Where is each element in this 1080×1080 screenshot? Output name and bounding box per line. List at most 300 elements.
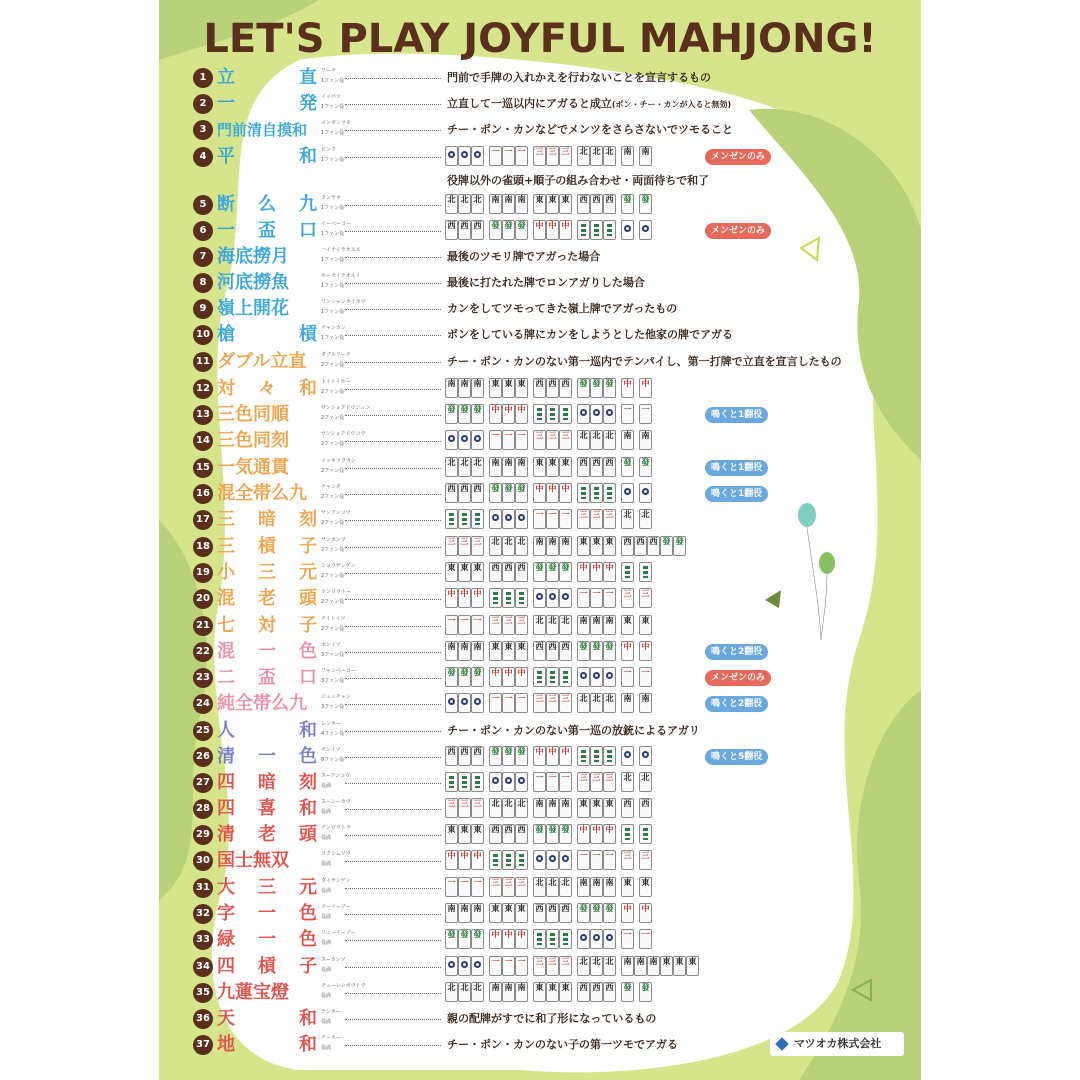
mahjong-tile-icon: 發 [533, 562, 546, 582]
dotted-leader [345, 599, 441, 600]
mahjong-tile-icon: 三 [445, 536, 458, 556]
mahjong-tile-icon: 西 [639, 798, 652, 818]
tile-hand [445, 483, 652, 505]
yaku-reading [321, 352, 441, 372]
mahjong-tile-icon [621, 746, 634, 766]
yaku-han: 役満 [321, 861, 332, 867]
mahjong-tile-icon: 西 [577, 457, 590, 477]
tile-hand [445, 772, 652, 794]
mahjong-tile-icon: 發 [515, 746, 528, 766]
yaku-description: チー・ポン・カンのない子の第一ツモでアガる [447, 1038, 678, 1051]
yaku-name: 立 直 [217, 67, 317, 88]
dotted-leader [345, 678, 441, 679]
mahjong-tile-icon: 東 [639, 615, 652, 635]
mahjong-tile-icon [458, 146, 471, 166]
mahjong-tile-icon: 發 [603, 641, 616, 661]
mahjong-tile-icon: 一 [458, 615, 471, 635]
yaku-row-19 [193, 561, 913, 585]
yaku-row-16 [193, 482, 913, 506]
yaku-row-27 [193, 771, 913, 795]
mahjong-tile-icon [559, 929, 572, 949]
mahjong-tile-icon: 西 [647, 536, 660, 556]
yaku-han: 1ファン役 [321, 205, 345, 211]
mahjong-tile-icon: 發 [639, 194, 652, 214]
yaku-number: 28 [193, 799, 213, 819]
yaku-han: 2ファン役 [321, 389, 345, 395]
yaku-kana: ジュンチャン [321, 694, 351, 700]
mahjong-tile-icon: 一 [603, 588, 616, 608]
yaku-kana: サンカンツ [321, 537, 346, 543]
yaku-reading [321, 273, 441, 293]
yaku-number: 24 [193, 694, 213, 714]
mahjong-tile-icon: 三 [533, 146, 546, 166]
mahjong-tile-icon: 南 [577, 615, 590, 635]
tile-hand [445, 194, 652, 216]
mahjong-tile-icon: 三 [559, 146, 572, 166]
mahjong-tile-icon: 東 [458, 562, 471, 582]
yaku-kana: ハイテイラオユエ [321, 247, 361, 253]
mahjong-tile-icon: 西 [458, 746, 471, 766]
yaku-number: 37 [193, 1035, 213, 1055]
dotted-leader [345, 257, 441, 258]
mahjong-tile-icon: 南 [621, 430, 634, 450]
yaku-reading [321, 195, 441, 215]
mahjong-tile-icon: 三 [621, 588, 634, 608]
yaku-kana: トイトイホー [321, 379, 351, 385]
mahjong-tile-icon: 南 [639, 430, 652, 450]
mahjong-tile-icon: 三 [458, 536, 471, 556]
mahjong-tile-icon: 南 [471, 378, 484, 398]
mahjong-tile-icon: 西 [559, 641, 572, 661]
yaku-description: カンをしてツモってきた嶺上牌でアガったもの [447, 302, 678, 315]
yaku-reading [321, 379, 441, 399]
mahjong-tile-icon: 一 [546, 509, 559, 529]
mahjong-tile-icon: 發 [533, 824, 546, 844]
yaku-name: 地 和 [217, 1034, 317, 1055]
mahjong-tile-icon [621, 220, 634, 240]
yaku-reading [321, 747, 441, 767]
yaku-name: 断 么 九 [217, 194, 317, 215]
yaku-han: 役満 [321, 940, 332, 946]
mahjong-tile-icon [603, 483, 616, 503]
dotted-leader [345, 731, 441, 732]
yaku-number: 3 [193, 120, 213, 140]
mahjong-tile-icon [533, 929, 546, 949]
mahjong-tile-icon: 發 [546, 824, 559, 844]
mahjong-tile-icon: 三 [639, 588, 652, 608]
mahjong-tile-icon: 三 [533, 430, 546, 450]
mahjong-tile-icon: 中 [458, 850, 471, 870]
mahjong-tile-icon [445, 956, 458, 976]
mahjong-tile-icon [489, 588, 502, 608]
yaku-reading [321, 431, 441, 451]
yaku-badge: 鳴くと1翻役 [705, 486, 768, 502]
yaku-name: ダブル立直 [217, 351, 307, 372]
yaku-badge: メンゼンのみ [705, 149, 771, 165]
mahjong-tile-icon [458, 430, 471, 450]
logo-mark-icon [775, 1037, 789, 1051]
tile-hand [445, 615, 652, 637]
yaku-name: 人 和 [217, 720, 317, 741]
mahjong-tile-icon: 南 [489, 194, 502, 214]
mahjong-tile-icon: 中 [546, 483, 559, 503]
mahjong-tile-icon: 三 [639, 850, 652, 870]
yaku-name: 混 一 色 [217, 641, 317, 662]
yaku-han: 役満 [321, 1019, 332, 1025]
yaku-reading [321, 299, 441, 319]
yaku-row-31 [193, 876, 913, 900]
mahjong-tile-icon: 三 [546, 430, 559, 450]
mahjong-tile-icon: 西 [489, 562, 502, 582]
yaku-han: 2ファン役 [321, 468, 345, 474]
mahjong-tile-icon: 南 [590, 615, 603, 635]
yaku-name: 小 三 元 [217, 562, 317, 583]
mahjong-tile-icon: 三 [489, 615, 502, 635]
yaku-han: 2ファン役 [321, 441, 345, 447]
mahjong-tile-icon: 東 [546, 982, 559, 1002]
mahjong-tile-icon: 南 [502, 982, 515, 1002]
yaku-description: ポンをしている牌にカンをしようとした他家の牌でアガる [447, 328, 733, 341]
mahjong-tile-icon: 南 [546, 798, 559, 818]
mahjong-tile-icon: 發 [458, 929, 471, 949]
yaku-kana: サンアンコウ [321, 510, 351, 516]
yaku-row-7 [193, 245, 913, 269]
mahjong-tile-icon: 發 [471, 404, 484, 424]
yaku-description: 最後のツモリ牌でアガった場合 [447, 250, 601, 263]
mahjong-tile-icon: 東 [660, 956, 673, 976]
yaku-reading [321, 325, 441, 345]
mahjong-tile-icon [471, 956, 484, 976]
yaku-han: 3ファン役 [321, 652, 345, 658]
dotted-leader [345, 415, 441, 416]
mahjong-tile-icon: 一 [559, 772, 572, 792]
mahjong-tile-icon [621, 483, 634, 503]
yaku-han: 役満 [321, 783, 332, 789]
mahjong-tile-icon: 中 [621, 903, 634, 923]
mahjong-tile-icon: 西 [577, 982, 590, 1002]
mahjong-tile-icon [590, 220, 603, 240]
mahjong-tile-icon: 東 [533, 194, 546, 214]
mahjong-tile-icon [502, 772, 515, 792]
yaku-reading [321, 68, 441, 88]
yaku-row-26 [193, 745, 913, 769]
yaku-badge: 鳴くと1翻役 [705, 407, 768, 423]
mahjong-tile-icon [590, 404, 603, 424]
yaku-reading [321, 589, 441, 609]
yaku-reading [321, 668, 441, 688]
mahjong-tile-icon: 中 [546, 220, 559, 240]
yaku-han: 3ファン役 [321, 678, 345, 684]
mahjong-tile-icon: 三 [546, 956, 559, 976]
dotted-leader [345, 940, 441, 941]
yaku-number: 30 [193, 851, 213, 871]
mahjong-tile-icon: 東 [489, 903, 502, 923]
mahjong-tile-icon [590, 667, 603, 687]
dotted-leader [345, 309, 441, 310]
mahjong-tile-icon: 一 [515, 956, 528, 976]
mahjong-tile-icon: 一 [502, 430, 515, 450]
mahjong-tile-icon [639, 562, 652, 582]
dotted-leader [345, 993, 441, 994]
mahjong-tile-icon: 東 [445, 824, 458, 844]
tile-hand [445, 956, 699, 978]
yaku-badge: メンゼンのみ [705, 223, 771, 239]
mahjong-tile-icon [515, 772, 528, 792]
mahjong-tile-icon: 三 [603, 772, 616, 792]
yaku-kana: サンショクドウジュン [321, 405, 371, 411]
yaku-number: 21 [193, 616, 213, 636]
dotted-leader [345, 520, 441, 521]
yaku-han: 役満 [321, 993, 332, 999]
dotted-leader [345, 967, 441, 968]
mahjong-tile-icon: 發 [621, 194, 634, 214]
yaku-kana: ショウサンゲン [321, 563, 356, 569]
mahjong-tile-icon: 西 [621, 798, 634, 818]
mahjong-tile-icon: 一 [489, 430, 502, 450]
dotted-leader [345, 783, 441, 784]
yaku-number: 33 [193, 930, 213, 950]
mahjong-tile-icon: 南 [533, 536, 546, 556]
mahjong-tile-icon: 北 [603, 693, 616, 713]
mahjong-tile-icon: 一 [577, 588, 590, 608]
yaku-reading [321, 851, 441, 871]
mahjong-tile-icon: 發 [445, 404, 458, 424]
mahjong-tile-icon [590, 929, 603, 949]
mahjong-tile-icon: 北 [621, 772, 634, 792]
dotted-leader [345, 547, 441, 548]
dotted-leader [345, 835, 441, 836]
yaku-name: 河底撈魚 [217, 272, 289, 293]
mahjong-tile-icon: 南 [445, 903, 458, 923]
yaku-number: 26 [193, 747, 213, 767]
yaku-number: 5 [193, 195, 213, 215]
yaku-number: 6 [193, 221, 213, 241]
mahjong-tile-icon: 西 [502, 562, 515, 582]
yaku-row-1 [193, 66, 913, 90]
mahjong-tile-icon: 中 [515, 929, 528, 949]
mahjong-tile-icon: 三 [533, 956, 546, 976]
mahjong-tile-icon: 南 [621, 146, 634, 166]
poster [159, 0, 921, 1080]
yaku-name: 四 暗 刻 [217, 772, 317, 793]
mahjong-tile-icon: 西 [546, 378, 559, 398]
yaku-kana: ダブルリーチ [321, 352, 351, 358]
yaku-name: 対 々 和 [217, 378, 317, 399]
mahjong-tile-icon [445, 693, 458, 713]
mahjong-tile-icon: 中 [603, 562, 616, 582]
mahjong-tile-icon: 南 [502, 194, 515, 214]
mahjong-tile-icon: 一 [458, 877, 471, 897]
yaku-name: 平 和 [217, 146, 317, 167]
mahjong-tile-icon: 南 [603, 877, 616, 897]
mahjong-tile-icon [458, 693, 471, 713]
mahjong-tile-icon: 東 [590, 798, 603, 818]
tile-hand [445, 536, 686, 558]
mahjong-tile-icon: 北 [458, 457, 471, 477]
yaku-reading [321, 642, 441, 662]
mahjong-tile-icon: 中 [502, 929, 515, 949]
yaku-reading [321, 510, 441, 530]
yaku-row-3 [193, 118, 913, 142]
dotted-leader [345, 468, 441, 469]
yaku-row-25 [193, 719, 913, 743]
yaku-kana: ピンフ [321, 147, 337, 153]
mahjong-tile-icon: 中 [577, 562, 590, 582]
dotted-leader [345, 389, 441, 390]
mahjong-tile-icon: 東 [577, 798, 590, 818]
mahjong-tile-icon [639, 824, 652, 844]
yaku-reading [321, 721, 441, 741]
mahjong-tile-icon: 發 [603, 378, 616, 398]
mahjong-tile-icon [489, 850, 502, 870]
yaku-name: 混 老 頭 [217, 588, 317, 609]
yaku-number: 16 [193, 484, 213, 504]
dotted-leader [345, 104, 441, 105]
mahjong-tile-icon [546, 929, 559, 949]
yaku-name: 清 一 色 [217, 746, 317, 767]
mahjong-tile-icon: 東 [639, 877, 652, 897]
mahjong-tile-icon: 東 [533, 982, 546, 1002]
mahjong-tile-icon [546, 404, 559, 424]
mahjong-tile-icon: 北 [590, 693, 603, 713]
mahjong-tile-icon: 發 [502, 220, 515, 240]
yaku-han: 2ファン役 [321, 415, 345, 421]
dotted-leader [345, 704, 441, 705]
mahjong-tile-icon: 東 [515, 378, 528, 398]
mahjong-tile-icon: 東 [603, 798, 616, 818]
yaku-badge: 鳴くと2翻役 [705, 644, 768, 660]
mahjong-tile-icon: 一 [603, 850, 616, 870]
mahjong-tile-icon: 發 [489, 220, 502, 240]
yaku-name: 九蓮宝燈 [217, 982, 289, 1003]
mahjong-tile-icon [458, 772, 471, 792]
mahjong-tile-icon: 東 [502, 378, 515, 398]
yaku-han: 役満 [321, 888, 332, 894]
tile-hand [445, 588, 652, 610]
mahjong-tile-icon: 發 [445, 929, 458, 949]
dotted-leader [345, 861, 441, 862]
mahjong-tile-icon [603, 746, 616, 766]
mahjong-tile-icon: 北 [445, 457, 458, 477]
yaku-han: 1ファン役 [321, 157, 345, 163]
yaku-han: 2ファン役 [321, 547, 345, 553]
mahjong-tile-icon: 北 [603, 956, 616, 976]
yaku-row-11 [193, 350, 913, 374]
yaku-kana: チイトイツ [321, 616, 346, 622]
mahjong-tile-icon: 南 [533, 798, 546, 818]
yaku-number: 22 [193, 642, 213, 662]
mahjong-tile-icon: 北 [471, 982, 484, 1002]
dotted-leader [345, 335, 441, 336]
yaku-kana: チャンタ [321, 484, 341, 490]
yaku-kana: レンホー [321, 721, 341, 727]
tile-hand [445, 404, 652, 426]
mahjong-tile-icon: 南 [489, 457, 502, 477]
mahjong-tile-icon: 南 [458, 641, 471, 661]
mahjong-tile-icon: 一 [445, 615, 458, 635]
yaku-reading [321, 1009, 441, 1029]
mahjong-tile-icon [603, 929, 616, 949]
yaku-name: 清 老 頭 [217, 824, 317, 845]
mahjong-tile-icon: 發 [471, 667, 484, 687]
mahjong-tile-icon: 東 [621, 615, 634, 635]
yaku-number: 11 [193, 352, 213, 372]
mahjong-tile-icon [559, 404, 572, 424]
mahjong-tile-icon [515, 850, 528, 870]
mahjong-tile-icon: 三 [577, 509, 590, 529]
yaku-reading [321, 773, 441, 793]
yaku-reading [321, 694, 441, 714]
mahjong-tile-icon: 三 [546, 146, 559, 166]
yaku-han: 2ファン役 [321, 626, 345, 632]
mahjong-tile-icon: 一 [515, 693, 528, 713]
mahjong-tile-icon: 東 [559, 457, 572, 477]
yaku-reading [321, 957, 441, 977]
mahjong-tile-icon [559, 850, 572, 870]
mahjong-tile-icon: 南 [458, 378, 471, 398]
mahjong-tile-icon: 發 [458, 667, 471, 687]
mahjong-tile-icon: 北 [471, 457, 484, 477]
yaku-row-6 [193, 219, 913, 243]
yaku-row-9 [193, 297, 913, 321]
mahjong-tile-icon [533, 667, 546, 687]
mahjong-tile-icon [590, 483, 603, 503]
mahjong-tile-icon: 發 [502, 746, 515, 766]
mahjong-tile-icon: 一 [533, 772, 546, 792]
mahjong-tile-icon: 三 [502, 615, 515, 635]
mahjong-tile-icon: 南 [590, 877, 603, 897]
yaku-han: 2ファン役 [321, 599, 345, 605]
mahjong-tile-icon: 西 [546, 641, 559, 661]
yaku-han: 1ファン役 [321, 104, 345, 110]
mahjong-tile-icon: 一 [639, 929, 652, 949]
mahjong-tile-icon: 南 [489, 982, 502, 1002]
tile-hand [445, 798, 652, 820]
mahjong-tile-icon [445, 430, 458, 450]
yaku-kana: チンロウトウ [321, 825, 351, 831]
yaku-row-14 [193, 429, 913, 453]
mahjong-tile-icon: 西 [533, 378, 546, 398]
yaku-row-29 [193, 823, 913, 847]
mahjong-tile-icon: 中 [621, 641, 634, 661]
mahjong-tile-icon: 西 [471, 483, 484, 503]
mahjong-tile-icon: 中 [515, 404, 528, 424]
mahjong-tile-icon: 北 [515, 536, 528, 556]
yaku-reading [321, 930, 441, 950]
yaku-number: 34 [193, 957, 213, 977]
mahjong-tile-icon: 三 [515, 615, 528, 635]
mahjong-tile-icon: 中 [639, 378, 652, 398]
tile-hand [445, 430, 652, 452]
yaku-reading [321, 983, 441, 1003]
yaku-row-21 [193, 614, 913, 638]
mahjong-tile-icon: 一 [489, 693, 502, 713]
mahjong-tile-icon: 一 [471, 615, 484, 635]
yaku-row-24 [193, 692, 913, 716]
mahjong-tile-icon [546, 667, 559, 687]
mahjong-tile-icon: 發 [577, 903, 590, 923]
yaku-row-35 [193, 981, 913, 1005]
yaku-reading [321, 94, 441, 114]
mahjong-tile-icon: 西 [590, 457, 603, 477]
yaku-name: 混全帯么九 [217, 483, 307, 504]
yaku-badge: 鳴くと1翻役 [705, 460, 768, 476]
mahjong-tile-icon: 中 [445, 850, 458, 870]
mahjong-tile-icon: 一 [471, 877, 484, 897]
yaku-reading [321, 247, 441, 267]
yaku-han: 2ファン役 [321, 520, 345, 526]
yaku-name: 七 対 子 [217, 615, 317, 636]
